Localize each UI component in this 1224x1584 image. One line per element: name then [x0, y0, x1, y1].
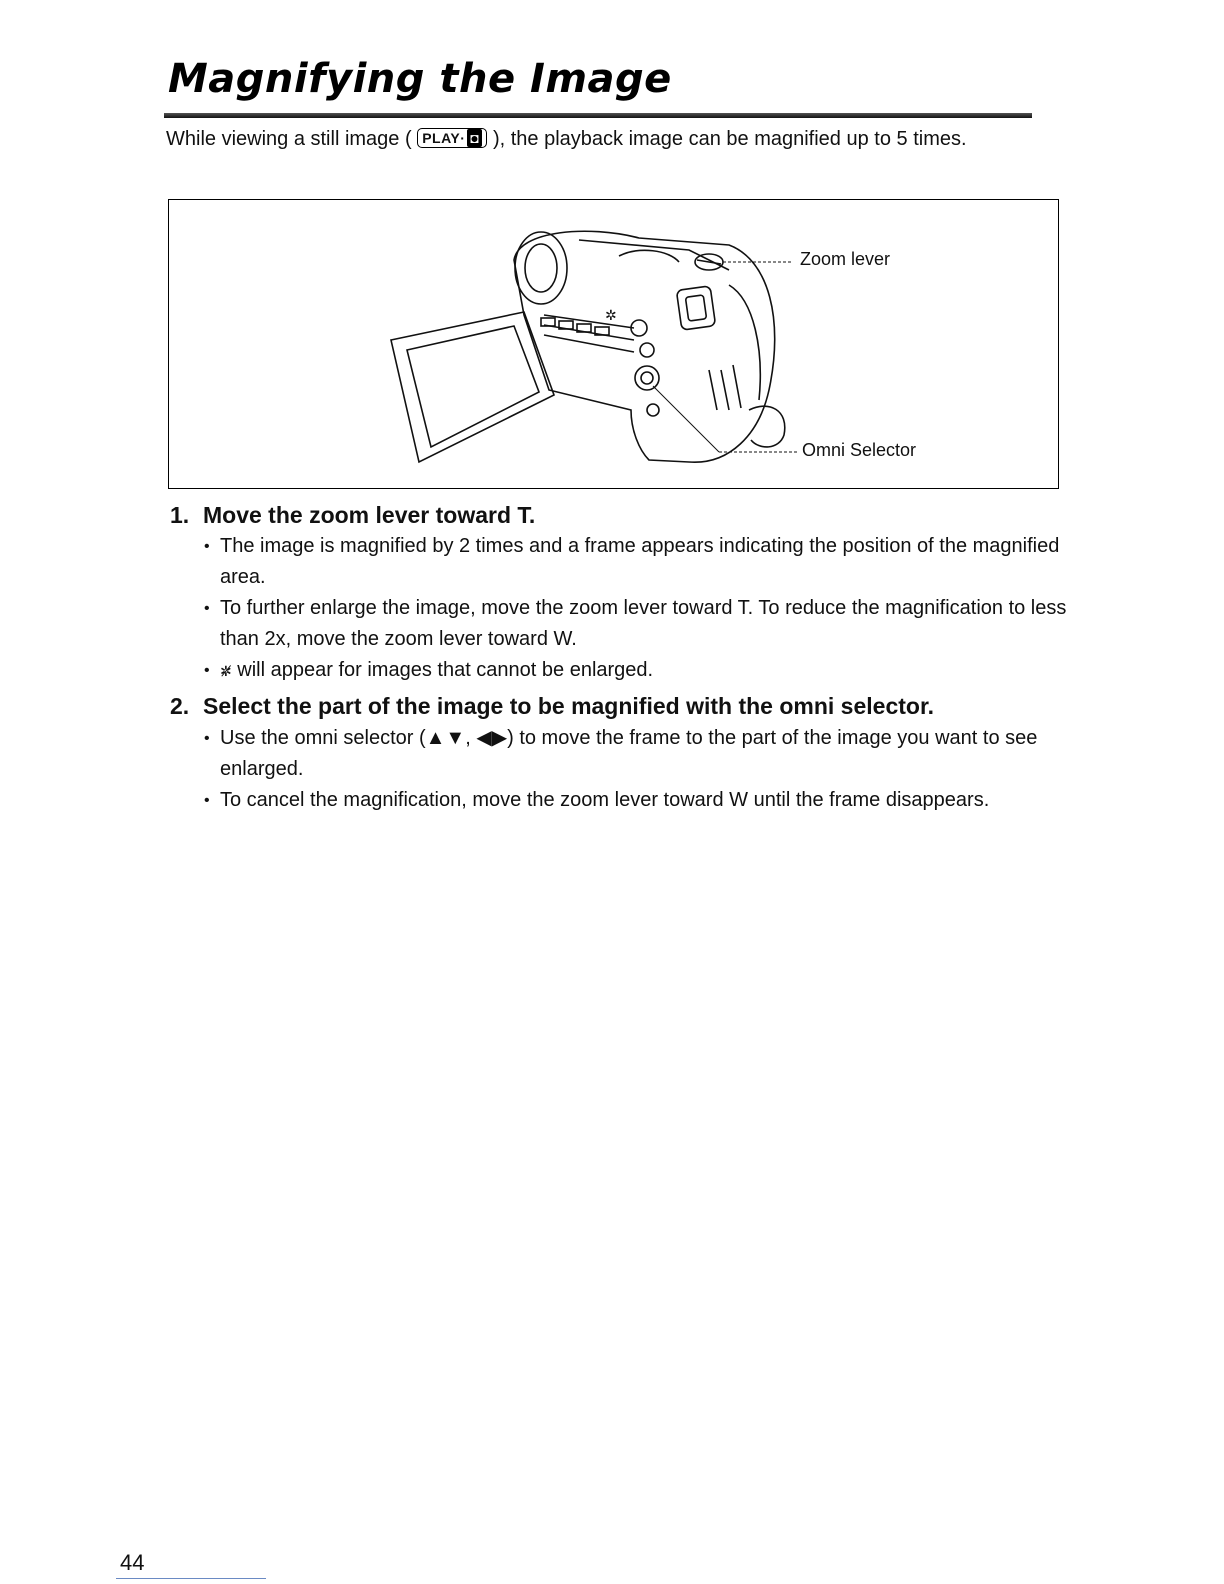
step-1-bullets — [204, 531, 1074, 687]
bullet-text: will appear for images that cannot be enlarged. — [237, 659, 654, 681]
svg-text:✲: ✲ — [605, 307, 617, 323]
page-title: Magnifying the Image — [168, 56, 672, 102]
step-1-text: Move the zoom lever toward T. — [203, 502, 536, 528]
intro-text-after: ), the playback image can be magnified up to 5 times. — [492, 128, 967, 150]
camcorder-body — [514, 231, 775, 462]
lens-barrel — [515, 232, 567, 304]
title-underline — [164, 113, 1032, 118]
list-item: • To further enlarge the image, move the zoom lever toward T. To reduce the magnification to less than 2x, move the zoom lever toward W. — [204, 593, 1074, 655]
play-mode-badge — [417, 128, 487, 148]
camera-icon: ◘ — [467, 129, 482, 147]
page-number-rule — [116, 1578, 266, 1579]
play-mode-label: PLAY· — [422, 130, 466, 146]
page-number: 44 — [120, 1550, 145, 1575]
zoom-lever-callout: Zoom lever — [800, 249, 891, 269]
viewfinder — [676, 286, 715, 330]
omni-selector-dial — [635, 366, 659, 390]
list-item: • Use the omni selector (▲▼, ◀▶) to move the frame to the part of the image you want to see enlarged. — [204, 723, 1074, 785]
list-item: • The image is magnified by 2 times and a frame appears indicating the position of the magnified area. — [204, 531, 1074, 593]
step-2-heading — [170, 693, 934, 720]
lcd-screen — [407, 326, 539, 447]
intro-text-before: While viewing a still image ( — [166, 128, 412, 150]
list-item — [204, 655, 1074, 687]
omni-selector-callout: Omni Selector — [802, 440, 917, 460]
step-1-number: 1. — [170, 502, 190, 528]
intro-paragraph — [166, 124, 1046, 155]
step-2-text: Select the part of the image to be magnified with the omni selector. — [203, 693, 935, 719]
list-item: • To cancel the magnification, move the zoom lever toward W until the frame disappears. — [204, 785, 1074, 816]
omni-selector-leader — [653, 386, 719, 452]
step-2-bullets — [204, 723, 1074, 816]
camcorder-illustration — [169, 200, 1060, 490]
step-2-number: 2. — [170, 693, 190, 719]
camcorder-figure — [168, 199, 1059, 489]
magnify-disabled-icon: ✲̸ — [220, 663, 232, 679]
step-1-heading — [170, 502, 535, 529]
